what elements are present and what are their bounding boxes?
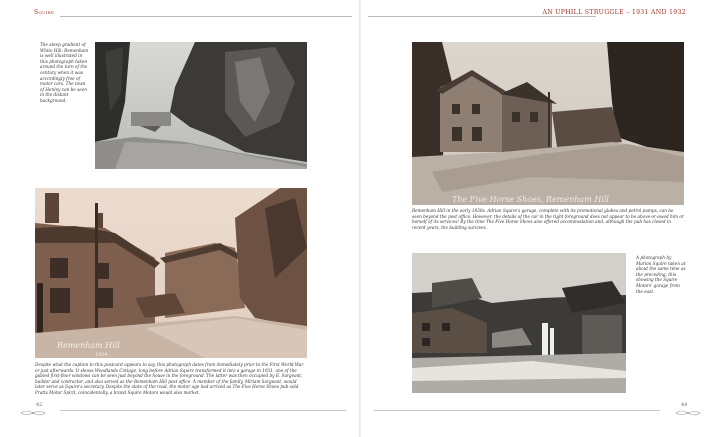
footer-rule-left	[60, 410, 346, 411]
ornament-right-icon	[675, 409, 701, 417]
ornament-left-icon	[20, 409, 46, 417]
photo-caption-remenham-year: 1904	[95, 352, 108, 358]
caption-white-hill: The steep gradient of White Hill, Remenham is well illustrated in this photograph taken around the turn of the century when it was accordingly free of motor cars. The town of Henley can be seen in the distant background.	[40, 42, 89, 103]
page-number-left: 42	[36, 402, 43, 408]
photo-caption-remenham-hill: Remenham Hill	[57, 341, 120, 350]
header-rule-left	[60, 16, 352, 17]
photo-caption-five-horse-shoes: The Five Horse Shoes, Remenham Hill	[452, 195, 609, 204]
page-gutter	[359, 0, 361, 437]
caption-remenham-postcard: Despite what the caption to this postcard appears to say, this photograph dates from immediately prior to the First World War or just afterwards. It shows Woodlands Cottage, long before Adrian Squire transformed it into a garage in 1931, one of the gabled first-floor windows can be seen just beyond the house in the foreground. The latter was then occupied by E. Sargeant, builder and contractor, and also served as the Remenham Hill post office. A member of the family, Miriam Sargeant, would later serve as Squire's secretary. Despite the state of the road, the motor age had arrived as The Five Horse Shoes pub sold Pratts Motor Spirit, coincidentally, a brand Squire Motors would also market.	[35, 362, 304, 395]
header-rule-right	[368, 16, 596, 17]
page-number-right: 44	[681, 402, 688, 408]
running-header-right: AN UPHILL STRUGGLE – 1931 AND 1932	[542, 9, 686, 16]
photo-five-horse-shoes	[412, 42, 684, 205]
running-header-left: Squire	[34, 9, 55, 16]
caption-garage-photo: A photograph by Marion Squire taken at about the same time as the preceding, this showing the Squire Motors' garage from the east.	[636, 255, 686, 294]
caption-five-horse-shoes: Remenham Hill in the early 1930s. Adrian Squire's garage, complete with its promotional globes and petrol pumps, can be seen beyond the post office. However, the details of the car in the right foreground does not appear to be above-or-awed him or herself of its services! By the time The Five Horse Shoes also offered accommodation and, although the pub has closed in recent years, the building survives.	[412, 208, 684, 230]
photo-white-hill	[95, 42, 307, 169]
photo-remenham-hill-postcard	[35, 188, 307, 358]
photo-squire-garage	[412, 253, 626, 393]
footer-rule-right	[374, 410, 660, 411]
